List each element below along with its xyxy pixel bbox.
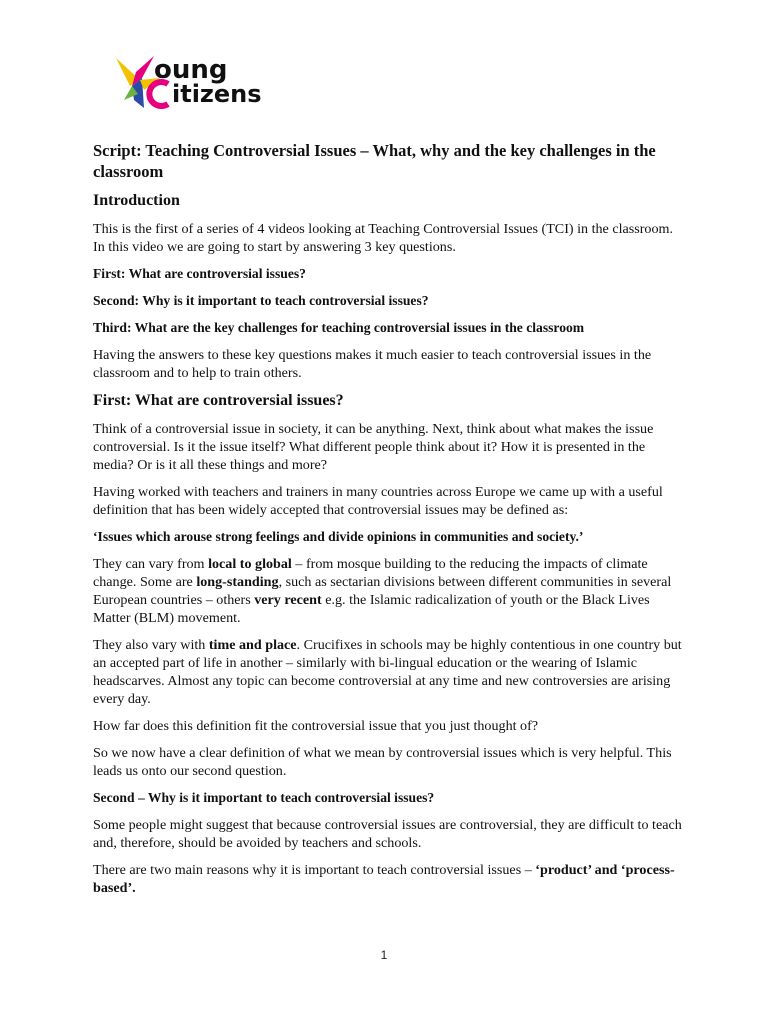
emphasis-time-and-place: time and place	[208, 637, 297, 653]
text-run: – from mosque building to the reducing the impacts of climate change. Some are	[93, 556, 648, 590]
text-run: They can vary from	[93, 556, 209, 572]
text-run: They also vary with	[93, 637, 209, 653]
section-1-paragraph-2: Having worked with teachers and trainers in many countries across Europe we came up with a useful definition that has been widely accepted that controversial issues may be defined as:	[93, 484, 663, 518]
question-3: Third: What are the key challenges for teaching controversial issues in the classroom	[93, 320, 585, 335]
text-run: There are two main reasons why it is important to teach controversial issues –	[93, 862, 536, 878]
section-1-paragraph-4	[93, 636, 683, 708]
emphasis-local-to-global: local to global	[208, 556, 292, 572]
document-title: Script: Teaching Controversial Issues – What, why and the key challenges in the classroom	[93, 141, 656, 181]
emphasis-long-standing: long-standing	[196, 574, 279, 590]
page-number: 1	[380, 948, 388, 962]
section-1-heading: First: What are controversial issues?	[93, 392, 344, 409]
intro-paragraph-1: This is the first of a series of 4 videos looking at Teaching Controversial Issues (TCI) in the classroom. In this video we are going to start by answering 3 key questions.	[93, 221, 674, 255]
section-2-paragraph-1: Some people might suggest that because controversial issues are controversial, they are difficult to teach and, therefore, should be avoided by teachers and schools.	[93, 817, 682, 851]
section-1-paragraph-3	[93, 555, 683, 627]
section-1-paragraph-5: How far does this definition fit the controversial issue that you just thought of?	[93, 718, 539, 734]
definition-quote: ‘Issues which arouse strong feelings and divide opinions in communities and society.’	[93, 529, 584, 544]
text-run: e.g. the Islamic radicalization of youth or the Black Lives Matter (BLM) movement.	[93, 592, 650, 626]
section-2-heading: Second – Why is it important to teach controversial issues?	[93, 790, 435, 805]
introduction-heading: Introduction	[93, 192, 180, 209]
emphasis-very-recent: very recent	[254, 592, 322, 608]
logo-text-young: oung	[154, 55, 228, 85]
logo-text-citizens: itizens	[172, 80, 262, 108]
section-1-paragraph-1: Think of a controversial issue in society, it can be anything. Next, think about what makes the issue controversial. Is it the issue itself? What different people think about it? How it is presented in the media? Or is it all these things and more?	[93, 421, 654, 473]
emphasis-product-process: ‘product’ and ‘process-based’.	[93, 862, 675, 896]
text-run: , such as sectarian divisions between different communities in several European countries – others	[93, 574, 672, 608]
intro-paragraph-2: Having the answers to these key questions makes it much easier to teach controversial issues in the classroom and to help to train others.	[93, 347, 652, 381]
question-2: Second: Why is it important to teach controversial issues?	[93, 293, 429, 308]
question-1: First: What are controversial issues?	[93, 266, 306, 281]
document-body	[93, 140, 683, 906]
text-run: . Crucifixes in schools may be highly contentious in one country but an accepted part of life in another – similarly with bi-lingual education or the wearing of Islamic headscarves. Almost any topic can become controversial at any time and new controversies are arising every day.	[93, 637, 682, 707]
section-2-paragraph-2	[93, 861, 683, 897]
section-1-paragraph-6: So we now have a clear definition of what we mean by controversial issues which is very helpful. This leads us onto our second question.	[93, 745, 672, 779]
young-citizens-logo	[110, 50, 310, 112]
